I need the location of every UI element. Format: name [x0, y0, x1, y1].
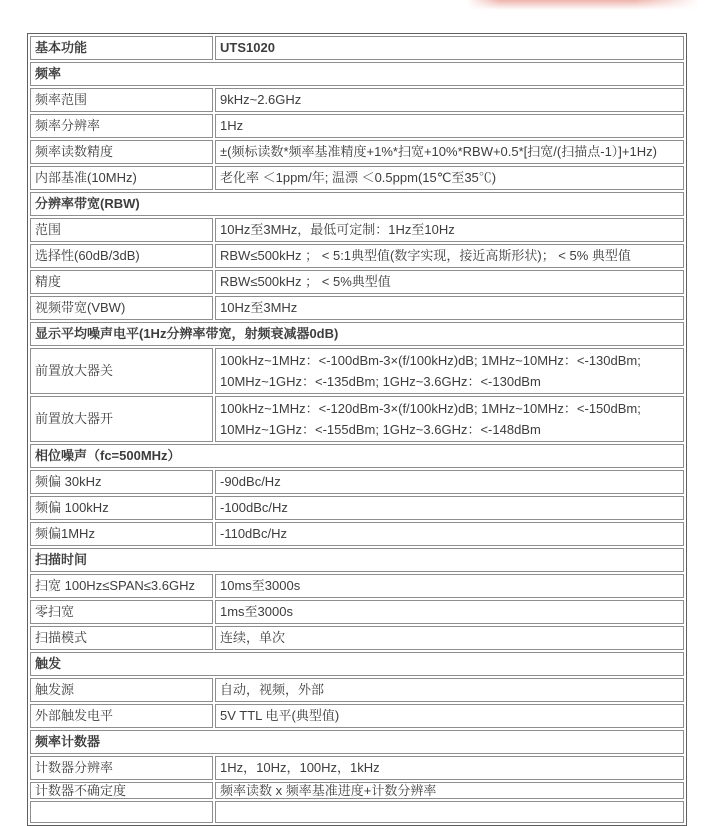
section-title: 相位噪声（fc=500MHz） [30, 444, 684, 468]
spec-label-cell: 基本功能 [30, 36, 213, 60]
spec-label-cell: 频偏 100kHz [30, 496, 213, 520]
section-row [30, 730, 684, 754]
spec-label-cell: 前置放大器关 [30, 348, 213, 394]
spec-table [27, 33, 687, 826]
spec-label-cell: 频偏 30kHz [30, 470, 213, 494]
section-title: 扫描时间 [30, 548, 684, 572]
spec-value-cell: 连续，单次 [215, 626, 684, 650]
spec-row [30, 600, 684, 624]
section-title: 频率 [30, 62, 684, 86]
spec-label-cell: 扫宽 100Hz≤SPAN≤3.6GHz [30, 574, 213, 598]
spec-value-cell [215, 348, 684, 394]
spec-row [30, 218, 684, 242]
section-row [30, 548, 684, 572]
spec-label-cell: 选择性(60dB/3dB) [30, 244, 213, 268]
section-row [30, 62, 684, 86]
spec-label-cell: 频率范围 [30, 88, 213, 112]
spec-row [30, 626, 684, 650]
spec-value-line: 10MHz~1GHz：<-135dBm; 1GHz~3.6GHz：<-130dBm [220, 374, 541, 389]
spec-label-cell: 零扫宽 [30, 600, 213, 624]
spec-row [30, 244, 684, 268]
spec-value-cell: 老化率 ＜1ppm/年; 温漂 ＜0.5ppm(15℃至35℃) [215, 166, 684, 190]
spec-value-cell: -100dBc/Hz [215, 496, 684, 520]
spec-row [30, 88, 684, 112]
spec-value-line: 100kHz~1MHz：<-120dBm-3×(f/100kHz)dB; 1MHz~10MHz：<-150dBm; [220, 401, 641, 416]
section-title: 分辨率带宽(RBW) [30, 192, 684, 216]
spec-row [30, 801, 684, 823]
spec-value-line: 10MHz~1GHz：<-155dBm; 1GHz~3.6GHz：<-148dBm [220, 422, 541, 437]
spec-label-cell: 频偏1MHz [30, 522, 213, 546]
spec-row [30, 348, 684, 394]
spec-label-cell: 视频带宽(VBW) [30, 296, 213, 320]
spec-value-cell: 频率读数 x 频率基准进度+计数分辨率 [215, 782, 684, 799]
spec-value-cell: 自动，视频，外部 [215, 678, 684, 702]
spec-value-cell [215, 396, 684, 442]
spec-value-cell: RBW≤500kHz ； < 5%典型值 [215, 270, 684, 294]
spec-label-cell: 范围 [30, 218, 213, 242]
spec-label-cell: 前置放大器开 [30, 396, 213, 442]
section-row [30, 322, 684, 346]
spec-value-cell: ±(频标读数*频率基准精度+1%*扫宽+10%*RBW+0.5*[扫宽/(扫描点-1）]+1Hz) [215, 140, 684, 164]
section-row [30, 192, 684, 216]
spec-row [30, 140, 684, 164]
spec-value-cell: -110dBc/Hz [215, 522, 684, 546]
spec-value-cell: 1Hz [215, 114, 684, 138]
spec-label-cell: 计数器不确定度 [30, 782, 213, 799]
spec-row [30, 396, 684, 442]
section-title: 频率计数器 [30, 730, 684, 754]
spec-row [30, 470, 684, 494]
spec-row [30, 166, 684, 190]
spec-value-line: 100kHz~1MHz：<-100dBm-3×(f/100kHz)dB; 1MHz~10MHz：<-130dBm; [220, 353, 641, 368]
spec-value-cell: 10Hz至3MHz [215, 296, 684, 320]
spec-label-cell: 频率分辨率 [30, 114, 213, 138]
spec-row [30, 678, 684, 702]
spec-row [30, 574, 684, 598]
spec-value-cell: 1ms至3000s [215, 600, 684, 624]
section-row [30, 652, 684, 676]
spec-row [30, 114, 684, 138]
spec-label-cell: 外部触发电平 [30, 704, 213, 728]
spec-value-cell: UTS1020 [215, 36, 684, 60]
spec-value-cell: -90dBc/Hz [215, 470, 684, 494]
red-banner-fade [467, 0, 700, 10]
section-row [30, 444, 684, 468]
spec-row [30, 522, 684, 546]
spec-value-cell: 9kHz~2.6GHz [215, 88, 684, 112]
red-banner-cutoff [467, 0, 700, 10]
spec-row [30, 496, 684, 520]
spec-label-cell [30, 801, 213, 823]
spec-label-cell: 触发源 [30, 678, 213, 702]
spec-table-body [30, 36, 684, 823]
spec-row [30, 704, 684, 728]
spec-label-cell: 频率读数精度 [30, 140, 213, 164]
spec-value-cell: 5V TTL 电平(典型值) [215, 704, 684, 728]
spec-row [30, 756, 684, 780]
spec-row [30, 36, 684, 60]
spec-value-cell: 10ms至3000s [215, 574, 684, 598]
spec-label-cell: 扫描模式 [30, 626, 213, 650]
spec-label-cell: 精度 [30, 270, 213, 294]
section-title: 显示平均噪声电平(1Hz分辨率带宽，射频衰减器0dB) [30, 322, 684, 346]
spec-label-cell: 计数器分辨率 [30, 756, 213, 780]
spec-row [30, 782, 684, 799]
spec-row [30, 296, 684, 320]
section-title: 触发 [30, 652, 684, 676]
spec-value-cell: 1Hz，10Hz，100Hz，1kHz [215, 756, 684, 780]
spec-value-cell: RBW≤500kHz ； < 5:1典型值(数字实现，接近高斯形状)； < 5% 典型值 [215, 244, 684, 268]
spec-label-cell: 内部基准(10MHz) [30, 166, 213, 190]
spec-value-cell: 10Hz至3MHz，最低可定制：1Hz至10Hz [215, 218, 684, 242]
spec-value-cell [215, 801, 684, 823]
spec-row [30, 270, 684, 294]
